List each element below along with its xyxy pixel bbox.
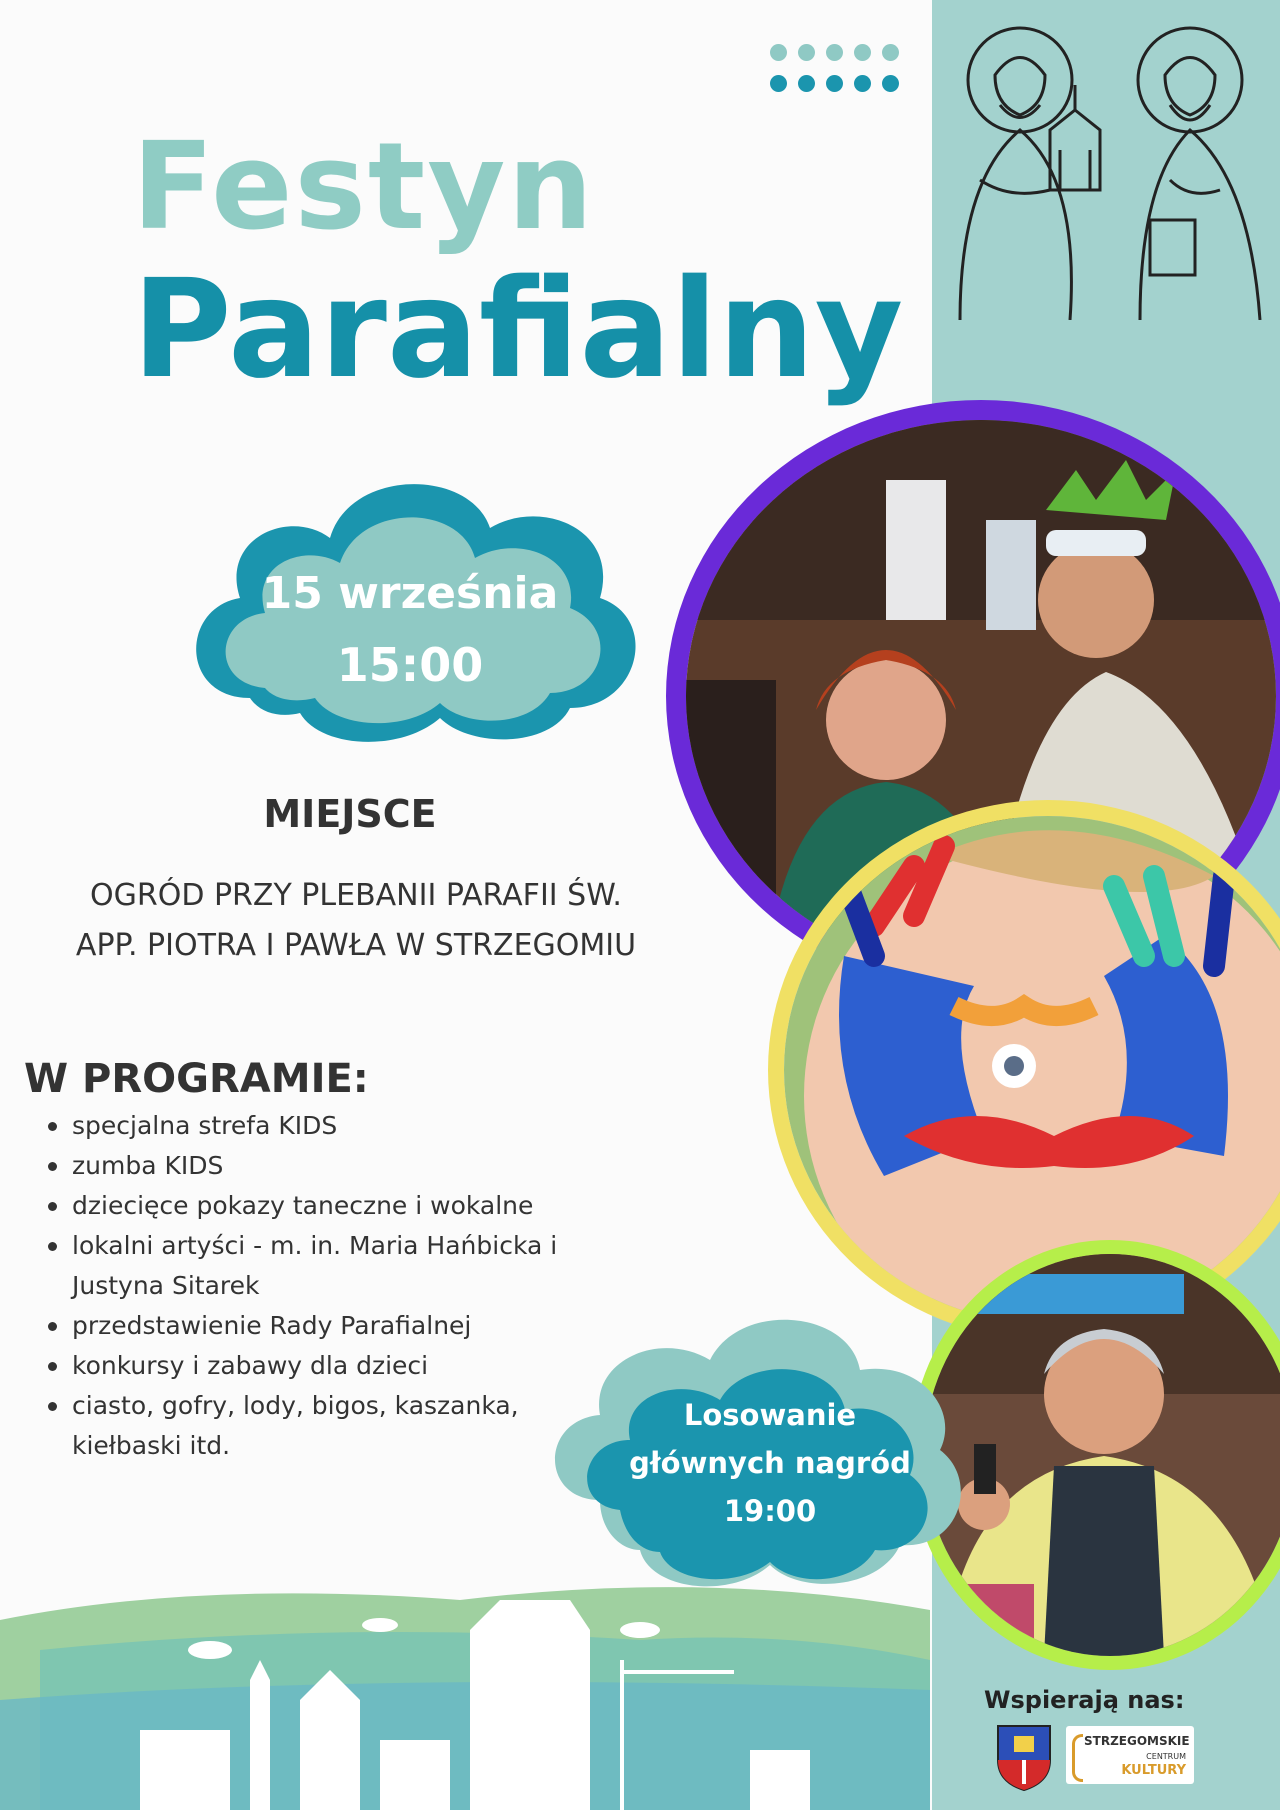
dot (854, 44, 871, 61)
town-skyline-icon (0, 1560, 930, 1810)
culture-logo-line2 (1084, 1748, 1186, 1778)
title-festyn: Festyn (132, 118, 595, 257)
place-heading: MIEJSCE (263, 792, 437, 836)
culture-logo-kultury: KULTURY (1121, 1763, 1186, 1778)
dot (882, 44, 899, 61)
list-item: ciasto, gofry, lody, bigos, kaszanka, kiełbaski itd. (44, 1386, 604, 1466)
dot (798, 44, 815, 61)
prize-line-1: Losowanie (683, 1398, 857, 1432)
list-item: dziecięce pokazy taneczne i wokalne (44, 1186, 604, 1226)
saints-peter-paul-icon (940, 20, 1270, 320)
prize-time: 19:00 (723, 1494, 817, 1528)
decorative-dots (770, 44, 910, 92)
dot (854, 75, 871, 92)
sponsors-label: Wspierają nas: (984, 1686, 1185, 1714)
event-date: 15 września (261, 568, 559, 619)
event-time: 15:00 (336, 638, 484, 692)
dot (882, 75, 899, 92)
culture-logo-line1: STRZEGOMSKIE (1084, 1734, 1190, 1748)
list-item: konkursy i zabawy dla dzieci (44, 1346, 604, 1386)
program-list (44, 1106, 604, 1466)
dot (770, 75, 787, 92)
culture-center-logo (1066, 1726, 1194, 1784)
dot (798, 75, 815, 92)
title-parafialny: Parafialny (132, 251, 904, 409)
strzegom-crest-icon (994, 1722, 1054, 1792)
list-item: specjalna strefa KIDS (44, 1106, 604, 1146)
dot (826, 75, 843, 92)
list-item: przedstawienie Rady Parafialnej (44, 1306, 604, 1346)
place-line-2: APP. PIOTRA I PAWŁA W STRZEGOMIU (75, 928, 637, 963)
culture-logo-mark (1072, 1734, 1083, 1782)
list-item: lokalni artyści - m. in. Maria Hańbicka i Justyna Sitarek (44, 1226, 604, 1306)
place-line-1: OGRÓD PRZY PLEBANII PARAFII ŚW. (90, 878, 622, 913)
dot (770, 44, 787, 61)
program-heading: W PROGRAMIE: (24, 1056, 369, 1102)
culture-logo-small: CENTRUM (1146, 1752, 1186, 1761)
dot (826, 44, 843, 61)
list-item: zumba KIDS (44, 1146, 604, 1186)
prize-line-2: głównych nagród (629, 1446, 911, 1480)
